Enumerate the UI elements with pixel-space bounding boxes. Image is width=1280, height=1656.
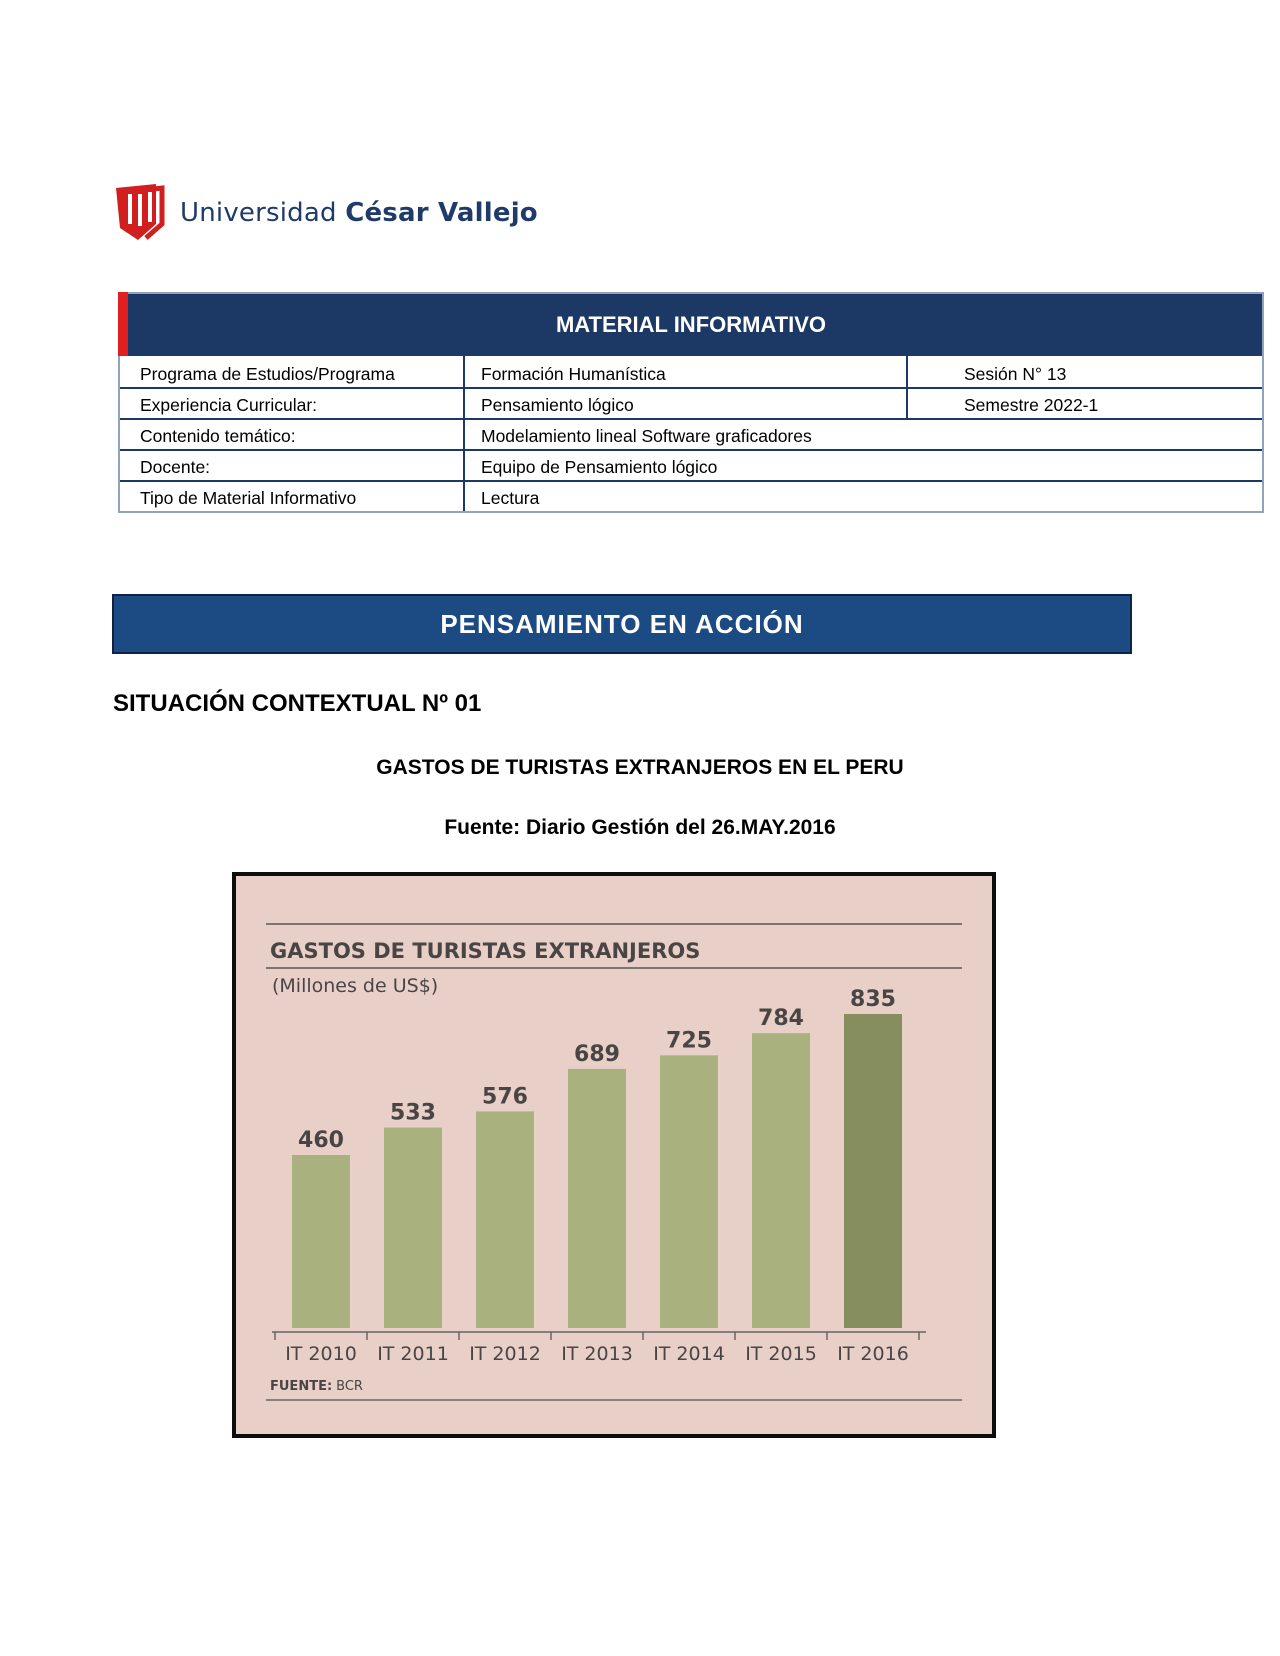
bar-value-label: 835 <box>850 987 896 1012</box>
row-value: Pensamiento lógico <box>465 389 908 418</box>
row-label: Docente: <box>120 451 465 480</box>
row-value: Modelamiento lineal Software graficadores <box>481 426 812 446</box>
chart-subtitle: (Millones de US$) <box>272 975 439 997</box>
situation-title: SITUACIÓN CONTEXTUAL Nº 01 <box>113 690 482 717</box>
row-value: Lectura <box>481 488 540 508</box>
document-subtitle: GASTOS DE TURISTAS EXTRANJEROS EN EL PERU <box>376 756 904 779</box>
chart-title: GASTOS DE TURISTAS EXTRANJEROS <box>270 939 701 963</box>
bar-value-label: 533 <box>390 1100 436 1126</box>
bar-it-2016 <box>844 1014 902 1328</box>
bar-it-2013 <box>568 1069 626 1328</box>
table-row <box>120 418 1262 449</box>
row-label: Tipo de Material Informativo <box>120 482 465 511</box>
x-tick-label: IT 2014 <box>653 1343 725 1365</box>
bar-value-label: 576 <box>482 1084 528 1110</box>
x-tick-label: IT 2011 <box>377 1343 449 1365</box>
university-name: Universidad César Vallejo <box>180 198 538 228</box>
row-value: Formación Humanística <box>465 356 908 387</box>
row-extra: Sesión N° 13 <box>964 364 1067 384</box>
table-row <box>120 449 1262 480</box>
bar-value-label: 784 <box>758 1006 804 1032</box>
x-tick-label: IT 2013 <box>561 1343 633 1365</box>
chart-source: FUENTE: BCR <box>270 1379 363 1394</box>
bar-value-label: 689 <box>574 1041 620 1067</box>
bar-it-2010 <box>292 1155 350 1328</box>
row-label: Experiencia Curricular: <box>120 389 465 418</box>
x-tick-label: IT 2012 <box>469 1343 541 1365</box>
material-info-title: MATERIAL INFORMATIVO <box>120 294 1262 356</box>
material-info-table <box>118 292 1264 513</box>
row-extra: Semestre 2022-1 <box>964 395 1099 415</box>
table-row <box>120 387 1262 418</box>
bar-it-2015 <box>752 1033 810 1328</box>
university-logo <box>116 184 538 242</box>
bar-value-label: 725 <box>666 1028 712 1054</box>
row-label: Programa de Estudios/Programa <box>120 356 465 387</box>
bar-it-2012 <box>476 1111 534 1328</box>
x-tick-label: IT 2010 <box>285 1343 357 1365</box>
row-label: Contenido temático: <box>120 420 465 449</box>
x-tick-label: IT 2016 <box>837 1343 909 1365</box>
chart-clipping <box>232 872 996 1438</box>
shield-logo-icon <box>116 184 168 242</box>
x-tick-label: IT 2015 <box>745 1343 817 1365</box>
section-banner: PENSAMIENTO EN ACCIÓN <box>112 594 1132 654</box>
table-row <box>120 356 1262 387</box>
bar-it-2014 <box>660 1055 718 1328</box>
source-line: Fuente: Diario Gestión del 26.MAY.2016 <box>444 816 836 839</box>
table-row <box>120 480 1262 511</box>
row-value: Equipo de Pensamiento lógico <box>481 457 718 477</box>
bar-it-2011 <box>384 1128 442 1328</box>
bar-chart <box>236 876 992 1434</box>
bar-value-label: 460 <box>298 1128 344 1154</box>
